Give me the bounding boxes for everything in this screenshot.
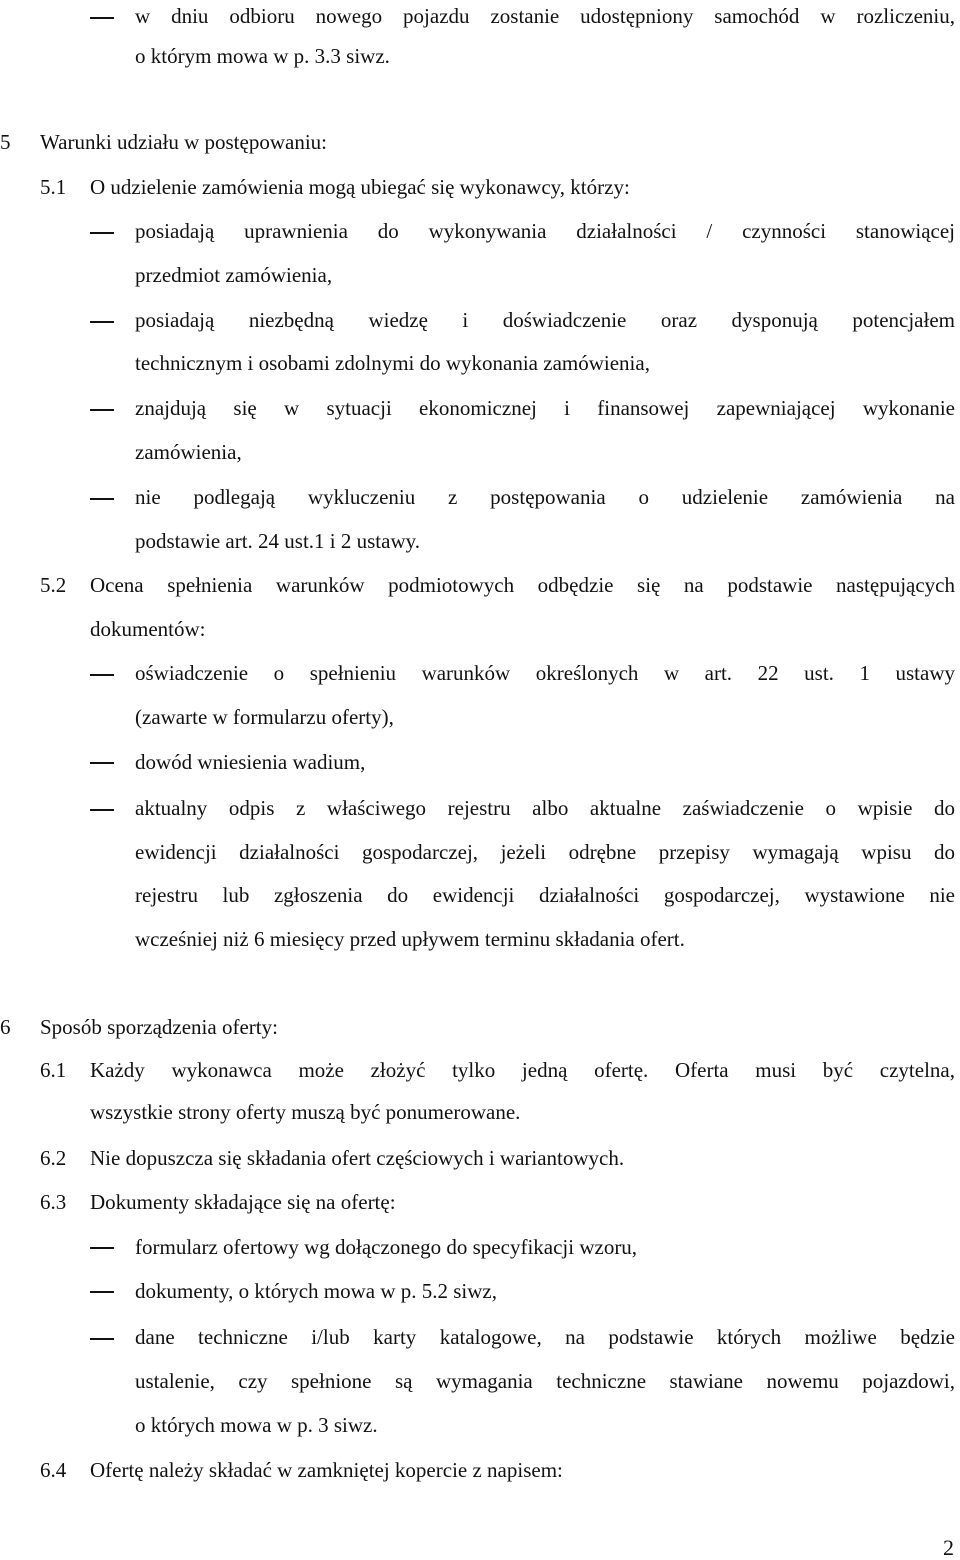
paragraph-text: Ofertę należy składać w zamkniętej kopercie z napisem: <box>90 1458 563 1482</box>
paragraph-number: 6.2 <box>40 1146 67 1170</box>
paragraph-number: 6.4 <box>40 1458 67 1482</box>
list-item-line: w dniu odbioru nowego pojazdu zostanie udostępniony samochód w rozliczeniu, <box>135 4 955 28</box>
section-number: 6 <box>0 1015 11 1039</box>
list-item-line: podstawie art. 24 ust.1 i 2 ustawy. <box>135 529 421 553</box>
paragraph-text: Dokumenty składające się na ofertę: <box>90 1190 396 1214</box>
dash-bullet <box>90 674 114 676</box>
paragraph-text: dokumentów: <box>90 617 206 641</box>
dash-bullet <box>90 17 114 19</box>
paragraph-number: 6.1 <box>40 1058 67 1082</box>
dash-bullet <box>90 498 114 500</box>
dash-bullet <box>90 762 114 764</box>
list-item-line: posiadają niezbędną wiedzę i doświadczenie oraz dysponują potencjałem <box>135 308 955 332</box>
list-item-line: aktualny odpis z właściwego rejestru albo aktualne zaświadczenie o wpisie do <box>135 796 955 820</box>
dash-bullet <box>90 809 114 811</box>
list-item-line: przedmiot zamówienia, <box>135 263 333 287</box>
dash-bullet <box>90 1291 114 1293</box>
list-item-line: ewidencji działalności gospodarczej, jeżeli odrębne przepisy wymagają wpisu do <box>135 840 955 864</box>
list-item-line: dokumenty, o których mowa w p. 5.2 siwz, <box>135 1279 498 1303</box>
list-item-line: posiadają uprawnienia do wykonywania działalności / czynności stanowiącej <box>135 219 955 243</box>
list-item-line: znajdują się w sytuacji ekonomicznej i finansowej zapewniającej wykonanie <box>135 396 955 420</box>
paragraph-number: 6.3 <box>40 1190 67 1214</box>
section-title: Warunki udziału w postępowaniu: <box>40 130 327 154</box>
list-item-line: o którym mowa w p. 3.3 siwz. <box>135 44 390 68</box>
section-title: Sposób sporządzenia oferty: <box>40 1015 278 1039</box>
list-item-line: zamówienia, <box>135 440 242 464</box>
page-number: 2 <box>943 1535 954 1560</box>
paragraph-number: 5.1 <box>40 175 67 199</box>
paragraph-number: 5.2 <box>40 573 67 597</box>
dash-bullet <box>90 232 114 234</box>
list-item-line: ustalenie, czy spełnione są wymagania techniczne stawiane nowemu pojazdowi, <box>135 1369 955 1393</box>
list-item-line: rejestru lub zgłoszenia do ewidencji działalności gospodarczej, wystawione nie <box>135 883 955 907</box>
dash-bullet <box>90 1338 114 1340</box>
list-item-line: dowód wniesienia wadium, <box>135 750 366 774</box>
paragraph-text: Ocena spełnienia warunków podmiotowych odbędzie się na podstawie następujących <box>90 573 955 597</box>
list-item-line: wcześniej niż 6 miesięcy przed upływem terminu składania ofert. <box>135 927 685 951</box>
list-item-line: (zawarte w formularzu oferty), <box>135 705 394 729</box>
list-item-line: oświadczenie o spełnieniu warunków określonych w art. 22 ust. 1 ustawy <box>135 661 955 685</box>
list-item-line: o których mowa w p. 3 siwz. <box>135 1413 378 1437</box>
paragraph-text: Nie dopuszcza się składania ofert częściowych i wariantowych. <box>90 1146 625 1170</box>
paragraph-text: Każdy wykonawca może złożyć tylko jedną ofertę. Oferta musi być czytelna, <box>90 1058 955 1082</box>
list-item-line: dane techniczne i/lub karty katalogowe, na podstawie których możliwe będzie <box>135 1325 955 1349</box>
dash-bullet <box>90 409 114 411</box>
list-item-line: nie podlegają wykluczeniu z postępowania o udzielenie zamówienia na <box>135 485 955 509</box>
list-item-line: technicznym i osobami zdolnymi do wykonania zamówienia, <box>135 351 650 375</box>
list-item-line: formularz ofertowy wg dołączonego do specyfikacji wzoru, <box>135 1235 638 1259</box>
paragraph-text: O udzielenie zamówienia mogą ubiegać się wykonawcy, którzy: <box>90 175 630 199</box>
dash-bullet <box>90 1247 114 1249</box>
section-number: 5 <box>0 130 11 154</box>
paragraph-text: wszystkie strony oferty muszą być ponumerowane. <box>90 1100 521 1124</box>
dash-bullet <box>90 321 114 323</box>
